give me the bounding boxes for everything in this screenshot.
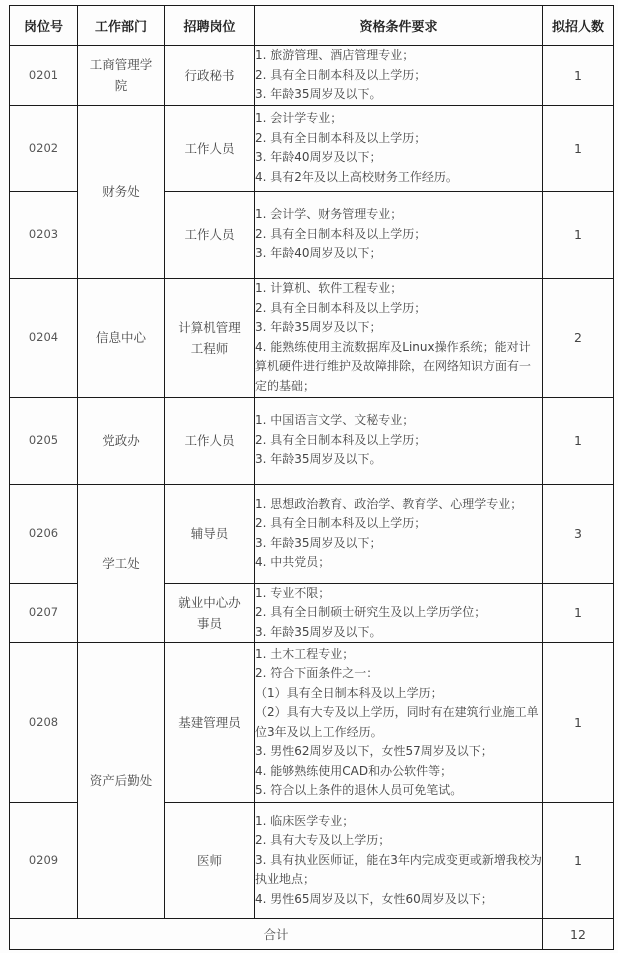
requirements — [255, 803, 543, 919]
requirement-line: 3. 年龄35周岁及以下。 — [255, 87, 382, 101]
requirement-line: 4. 具有2年及以上高校财务工作经历。 — [255, 169, 458, 184]
requirement-line: 3. 具有执业医师证，能在3年内完成变更或新增我校为执业地点； — [255, 852, 542, 887]
headcount: 1 — [543, 397, 614, 484]
position: 医师 — [165, 803, 255, 919]
requirement-line: 1. 旅游管理、酒店管理专业； — [255, 48, 415, 62]
table-row — [10, 484, 614, 583]
header-position-id: 岗位号 — [10, 6, 78, 46]
headcount: 1 — [543, 105, 614, 191]
requirement-line: 2. 具有全日制硕士研究生及以上学历学位； — [255, 605, 487, 619]
requirement-line: 2. 符合下面条件之一： — [255, 666, 379, 680]
requirements — [255, 105, 543, 191]
requirement-line: 2. 具有大专及以上学历； — [255, 833, 391, 848]
requirement-line: 1. 临床医学专业； — [255, 813, 355, 828]
position: 计算机管理工程师 — [165, 278, 255, 397]
header-position: 招聘岗位 — [165, 6, 255, 46]
header-requirements: 资格条件要求 — [255, 6, 543, 46]
requirement-line: 3. 年龄35周岁及以下； — [255, 320, 382, 334]
requirement-line: 3. 年龄40周岁及以下； — [255, 246, 382, 261]
requirement-line: 1. 土木工程专业； — [255, 646, 355, 661]
requirement-line: 2. 具有全日制本科及以上学历； — [255, 432, 427, 447]
requirement-line: 4. 男性65周岁及以下，女性60周岁及以下； — [255, 891, 493, 906]
requirement-line: 2. 具有全日制本科及以上学历； — [255, 300, 427, 315]
requirements — [255, 191, 543, 278]
position: 工作人员 — [165, 191, 255, 278]
position-id: 0204 — [10, 278, 78, 397]
position-id: 0205 — [10, 397, 78, 484]
table-row — [10, 397, 614, 484]
department: 学工处 — [78, 484, 165, 643]
position-id: 0209 — [10, 803, 78, 919]
headcount: 1 — [543, 46, 614, 106]
position-id: 0206 — [10, 484, 78, 583]
header-count: 拟招人数 — [543, 6, 614, 46]
table-row — [10, 105, 614, 191]
requirement-line: （1）具有全日制本科及以上学历； — [255, 685, 443, 700]
requirement-line: 2. 具有全日制本科及以上学历； — [255, 516, 427, 530]
requirement-line: （2）具有大专及以上学历，同时有在建筑行业施工单位3年及以上工作经历。 — [255, 705, 539, 739]
position-id: 0207 — [10, 583, 78, 643]
requirement-line: 3. 年龄35周岁及以下。 — [255, 452, 382, 467]
requirement-line: 1. 会计学、财务管理专业； — [255, 207, 403, 222]
department: 财务处 — [78, 105, 165, 278]
requirement-line: 1. 会计学专业； — [255, 111, 343, 125]
requirement-line: 3. 年龄35周岁及以下； — [255, 535, 382, 550]
requirement-line: 1. 思想政治教育、政治学、教育学、心理学专业； — [255, 496, 523, 511]
position-id: 0203 — [10, 191, 78, 278]
total-label: 合计 — [10, 919, 543, 950]
headcount: 1 — [543, 803, 614, 919]
headcount: 1 — [543, 643, 614, 803]
table-row — [10, 643, 614, 803]
headcount: 1 — [543, 583, 614, 643]
position: 基建管理员 — [165, 643, 255, 803]
headcount: 2 — [543, 278, 614, 397]
requirement-line: 1. 中国语言文学、文秘专业； — [255, 413, 415, 428]
requirement-line: 3. 男性62周岁及以下，女性57周岁及以下； — [255, 744, 493, 758]
requirement-line: 4. 中共党员； — [255, 555, 331, 569]
total-count: 12 — [543, 919, 614, 950]
headcount: 3 — [543, 484, 614, 583]
requirements — [255, 583, 543, 643]
header-department: 工作部门 — [78, 6, 165, 46]
recruitment-table — [9, 5, 614, 950]
position: 辅导员 — [165, 484, 255, 583]
table-row — [10, 46, 614, 106]
requirement-line: 4. 能够熟练使用CAD和办公软件等； — [255, 763, 453, 778]
headcount: 1 — [543, 191, 614, 278]
position: 工作人员 — [165, 105, 255, 191]
requirements — [255, 397, 543, 484]
position: 就业中心办事员 — [165, 583, 255, 643]
requirement-line: 5. 符合以上条件的退休人员可免笔试。 — [255, 783, 463, 797]
department: 党政办 — [78, 397, 165, 484]
requirements — [255, 278, 543, 397]
requirements — [255, 643, 543, 803]
position: 行政秘书 — [165, 46, 255, 106]
position-id: 0201 — [10, 46, 78, 106]
position-id: 0202 — [10, 105, 78, 191]
requirements — [255, 484, 543, 583]
total-row — [10, 919, 614, 950]
requirement-line: 3. 年龄35周岁及以下。 — [255, 624, 382, 639]
requirement-line: 1. 专业不限； — [255, 585, 331, 600]
requirement-line: 4. 能熟练使用主流数据库及Linux操作系统；能对计算机硬件进行维护及故障排除，在网络知识方面有一定的基础； — [255, 339, 532, 393]
requirement-line: 3. 年龄40周岁及以下； — [255, 150, 382, 164]
header-row — [10, 6, 614, 46]
department: 资产后勤处 — [78, 643, 165, 919]
position-id: 0208 — [10, 643, 78, 803]
requirement-line: 2. 具有全日制本科及以上学历； — [255, 67, 427, 82]
department: 信息中心 — [78, 278, 165, 397]
requirement-line: 2. 具有全日制本科及以上学历； — [255, 130, 427, 145]
position: 工作人员 — [165, 397, 255, 484]
requirement-line: 2. 具有全日制本科及以上学历； — [255, 226, 427, 241]
requirement-line: 1. 计算机、软件工程专业； — [255, 281, 403, 295]
table-row — [10, 278, 614, 397]
requirements — [255, 46, 543, 106]
department: 工商管理学院 — [78, 46, 165, 106]
